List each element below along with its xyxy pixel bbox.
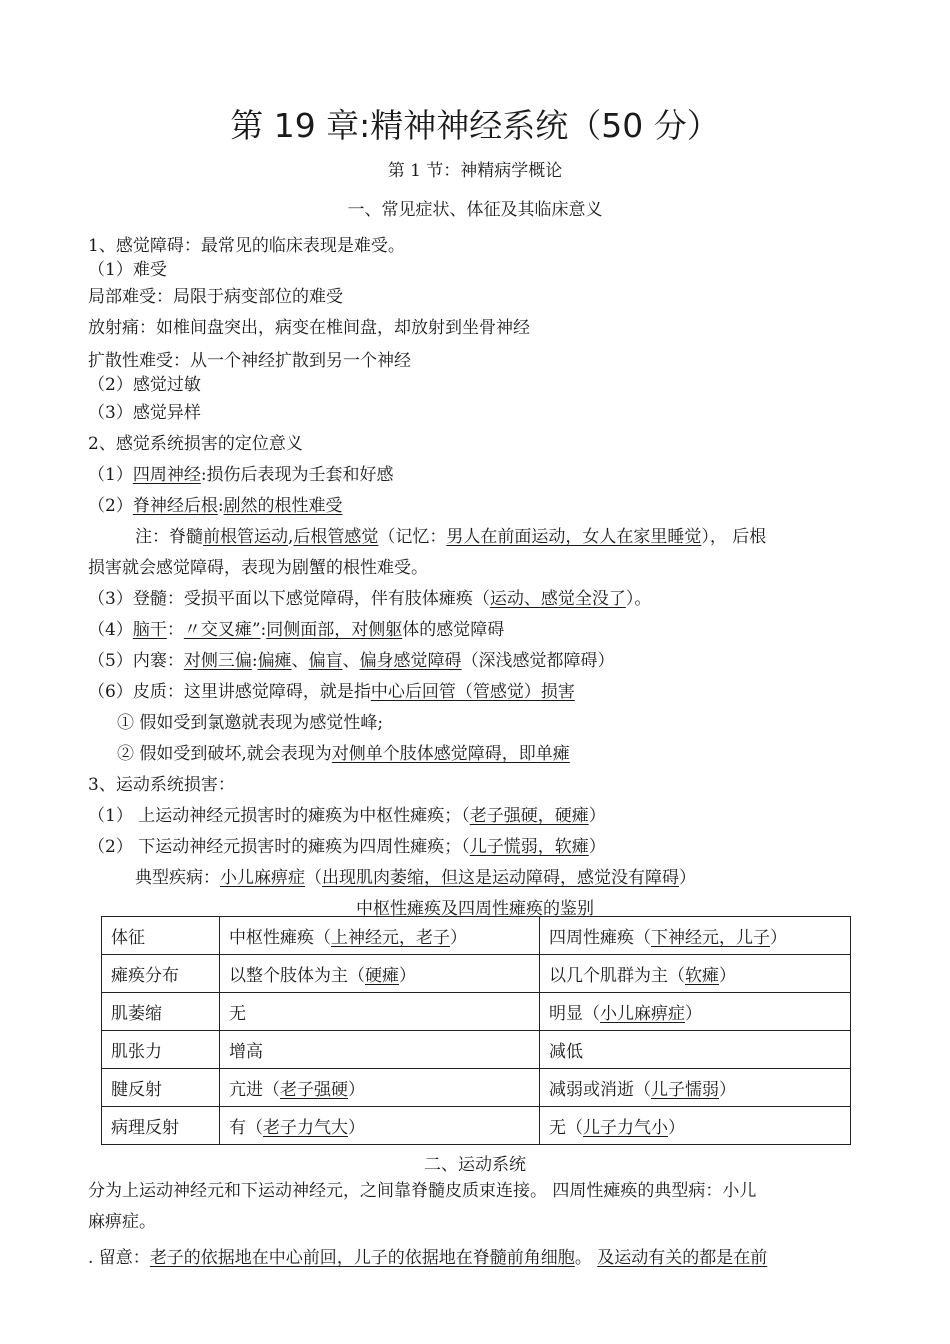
item-upper-motor-neuron: （1） 上运动神经元损害时的瘫痪为中枢性瘫痪；（老子强硬，硬瘫） [88,806,606,826]
table-cell: 肌张力 [102,1031,220,1069]
table-row [102,993,851,1031]
item-internal-capsule: （5）内褰：对侧三偏:偏瘫、偏盲、偏身感觉障碍（深浅感觉都障碍） [88,651,615,671]
item-cortex: （6）皮质：这里讲感觉障碍，就是指中心后回管（管感觉）损害 [88,682,575,702]
table-row [102,1031,851,1069]
item-pain: （1）难受 [88,260,167,280]
paragraph-motor-system-cont: 麻痹症。 [88,1212,156,1232]
item-paresthesia: （3）感觉异样 [88,403,201,423]
section-title: 第 1 节：神精病学概论 [387,161,563,181]
table-cell: 减弱或消逝（儿子懦弱） [540,1069,851,1107]
item-brainstem: （4）脑干：〃交叉瘫”:同侧面部，对侧躯体的感觉障碍 [88,620,505,640]
table-cell: 明显（小儿麻痹症） [540,993,851,1031]
heading-symptoms: 一、常见症状、体征及其临床意义 [347,200,603,220]
table-cell: 无 [220,993,540,1031]
table-row [102,1069,851,1107]
paragraph-localization: 2、感觉系统损害的定位意义 [88,434,303,454]
table-cell: 增高 [220,1031,540,1069]
item-lower-motor-neuron: （2） 下运动神经元损害时的瘫痪为四周性瘫痪；（儿子慌弱，软瘫） [88,837,606,857]
table-cell: 瘫痪分布 [102,955,220,993]
paragraph-sensory-disorder: 1、感觉障碍：最常见的临床表现是难受。 [88,236,405,256]
table-cell: 无（儿子力气小） [540,1107,851,1145]
item-hyperesthesia: （2）感觉过敏 [88,375,201,395]
item-cortex-stimulation: ① 假如受到氯邀就表现为感觉性峰; [117,713,384,733]
item-cortex-destruction: ② 假如受到破坏,就会表现为对侧单个肢体感觉障碍，即单瘫 [117,744,570,764]
table-cell: 以几个肌群为主（软瘫） [540,955,851,993]
table-row [102,917,851,955]
note-continuation: 损害就会感觉障碍，表现为剧蟹的根性难受。 [88,558,428,578]
item-diffuse-pain: 扩散性难受：从一个神经扩散到另一个神经 [88,351,411,371]
table-cell: 以整个肢体为主（硬瘫） [220,955,540,993]
table-cell: 中枢性瘫痪（上神经元，老子） [220,917,540,955]
table-cell: 病理反射 [102,1107,220,1145]
paragraph-motor-system: 分为上运动神经元和下运动神经元，之间靠脊髓皮质束连接。 四周性瘫痪的典型病：小儿 [88,1181,757,1201]
table-cell: 腱反射 [102,1069,220,1107]
table-caption: 中枢性瘫痪及四周性瘫痪的鉴别 [356,899,594,919]
table-cell: 减低 [540,1031,851,1069]
item-local-pain: 局部难受：局限于病变部位的难受 [88,287,343,307]
item-radiating-pain: 放射痛：如椎间盘突出，病变在椎间盘，却放射到坐骨神经 [88,318,530,338]
chapter-title: 第 19 章:精神神经系统（50 分） [230,106,720,145]
table-cell: 亢进（老子强硬） [220,1069,540,1107]
paragraph-motor-damage: 3、运动系统损害： [88,775,235,795]
note-spinal-roots: 注：脊髓前根管运动,后根管感觉（记忆：男人在前面运动，女人在家里睡觉）， 后根 [135,527,767,547]
table-cell: 有（老子力气大） [220,1107,540,1145]
table-cell: 肌萎缩 [102,993,220,1031]
table-row [102,1107,851,1145]
table-cell: 体征 [102,917,220,955]
heading-motor-system: 二、运动系统 [424,1155,526,1175]
item-dorsal-root: （2）脊神经后根:剧然的根性难受 [88,496,343,516]
paralysis-comparison-table [101,916,851,1145]
table-cell: 四周性瘫痪（下神经元，儿子） [540,917,851,955]
paragraph-note: . 留意：老子的依据地在中心前回，儿子的依据地在脊髓前角细胞。 及运动有关的都是在前 [88,1248,768,1268]
item-typical-disease: 典型疾病：小儿麻痹症（出现肌肉萎缩，但这是运动障碍，感觉没有障碍） [135,868,696,888]
item-peripheral-nerve: （1）四周神经:损伤后表现为壬套和好感 [88,465,394,485]
item-spinal-cord: （3）登髓：受损平面以下感觉障碍，伴有肢体瘫痪（运动、感觉全没了）。 [88,589,652,609]
table-row [102,955,851,993]
